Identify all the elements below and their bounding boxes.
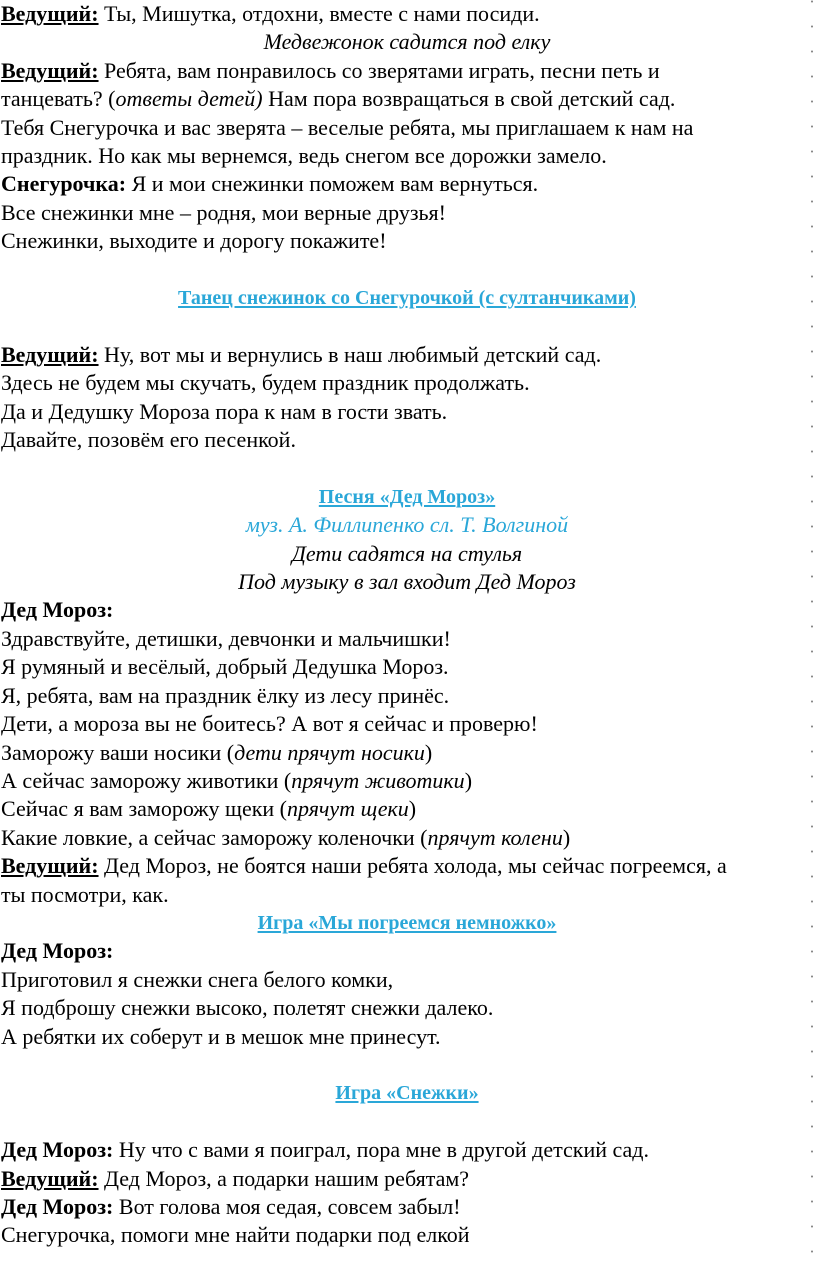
speaker-label: Ведущий: (1, 57, 99, 83)
text-line: Снегурочка, помоги мне найти подарки под елкой (1, 1222, 470, 1248)
text-line: Снежинки, выходите и дорогу покажите! (1, 228, 387, 254)
song-credits: муз. А. Филлипенко сл. Т. Волгиной (245, 512, 569, 538)
section-heading: Песня «Дед Мороз» (318, 485, 496, 508)
page-edge-dots (810, 0, 814, 1266)
speaker-label: Ведущий: (1, 1, 99, 26)
text-line: Приготовил я снежки снега белого комки, (1, 966, 394, 992)
dialogue-line: Дед Мороз: Ну что с вами я поиграл, пора мне в другой детский сад. (1, 1137, 649, 1163)
text-line: ты посмотри, как. (1, 881, 169, 907)
dialogue-line: Ведущий: Ну, вот мы и вернулись в наш любимый детский сад. (1, 341, 602, 367)
text-line: Тебя Снегурочка и вас зверята – веселые ребята, мы приглашаем к нам на (1, 114, 694, 140)
stage-direction: Дети садятся на стулья (291, 540, 523, 566)
dialogue-line: Ведущий: Ты, Мишутка, отдохни, вместе с нами посиди. (1, 1, 540, 26)
dialogue-line: Ведущий: Дед Мороз, не боятся наши ребята холода, мы сейчас погреемся, а (1, 853, 727, 879)
speaker-label: Снегурочка: (1, 171, 127, 197)
dialogue-line: Ведущий: Дед Мороз, а подарки нашим ребятам? (1, 1165, 470, 1191)
dialogue-line: Ведущий: Ребята, вам понравилось со зверятами играть, песни петь и (1, 57, 660, 83)
speaker-label: Дед Мороз: (1, 938, 114, 964)
speaker-label: Дед Мороз: (1, 597, 114, 623)
stage-direction: Медвежонок садится под елку (263, 29, 551, 55)
text-line: Я, ребята, вам на праздник ёлку из лесу принёс. (1, 682, 450, 708)
section-heading: Танец снежинок со Снегурочкой (с султанчиками) (178, 287, 636, 310)
speaker-label: Ведущий: (1, 853, 99, 879)
speaker-label: Ведущий: (1, 1165, 99, 1191)
text-line: Здравствуйте, детишки, девчонки и мальчишки! (1, 625, 451, 651)
speaker-label: Ведущий: (1, 341, 99, 367)
section-heading: Игра «Мы погреемся немножко» (257, 911, 557, 934)
text-line: Все снежинки мне – родня, мои верные друзья! (1, 199, 447, 225)
dialogue-line: Заморожу ваши носики (дети прячут носики) (1, 739, 433, 765)
text-line: Здесь не будем мы скучать, будем праздник продолжать. (1, 370, 530, 396)
text-line: Я румяный и весёлый, добрый Дедушка Мороз. (1, 654, 449, 680)
text-line: А ребятки их соберут и в мешок мне принесут. (1, 1023, 441, 1049)
speaker-label: Дед Мороз: (1, 1193, 114, 1219)
stage-direction: Под музыку в зал входит Дед Мороз (238, 569, 576, 595)
text-line: Я подброшу снежки высоко, полетят снежки далеко. (1, 995, 494, 1021)
text-line: праздник. Но как мы вернемся, ведь снегом все дорожки замело. (1, 143, 607, 169)
dialogue-line: Снегурочка: Я и мои снежинки поможем вам вернуться. (1, 171, 539, 197)
text-line: Дети, а мороза вы не боитесь? А вот я сейчас и проверю! (1, 711, 538, 737)
dialogue-line: танцевать? (ответы детей) Нам пора возвращаться в свой детский сад. (1, 86, 676, 112)
text-line: Давайте, позовём его песенкой. (1, 427, 296, 453)
speaker-label: Дед Мороз: (1, 1137, 114, 1163)
dialogue-line: А сейчас заморожу животики (прячут животики) (1, 767, 473, 793)
dialogue-line: Дед Мороз: Вот голова моя седая, совсем забыл! (1, 1193, 461, 1219)
dialogue-line: Какие ловкие, а сейчас заморожу коленочки (прячут колени) (1, 824, 571, 850)
dialogue-line: Сейчас я вам заморожу щеки (прячут щеки) (1, 796, 417, 822)
text-line: Да и Дедушку Мороза пора к нам в гости звать. (1, 398, 448, 424)
section-heading: Игра «Снежки» (335, 1082, 479, 1105)
